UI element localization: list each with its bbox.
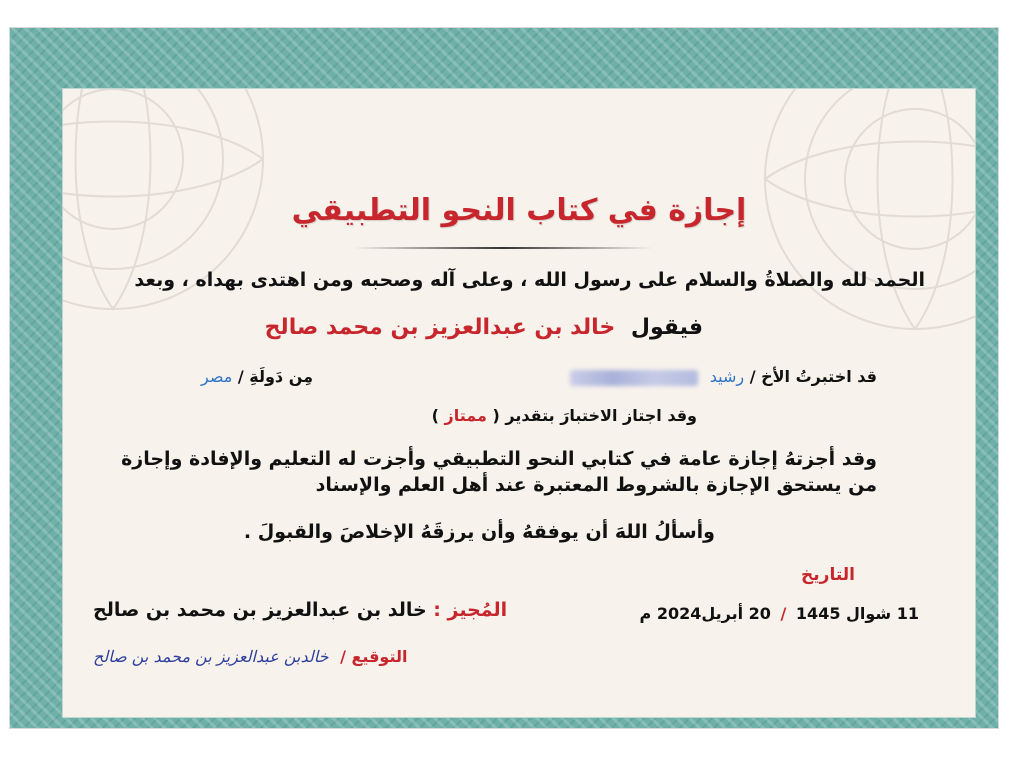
title-divider <box>353 247 653 249</box>
date-label: التاريخ <box>801 565 855 585</box>
student-line <box>570 367 877 386</box>
mujiz-name: خالد بن عبدالعزيز بن محمد بن صالح <box>93 599 427 621</box>
date-gregorian: 20 أبريل2024 م <box>639 604 771 623</box>
grade-line <box>432 406 697 425</box>
date-value <box>640 604 919 623</box>
opening-text: الحمد لله والصلاةُ والسلام على رسول الله ، وعلى آله وصحبه ومن اهتدى بهداه ، وبعد <box>134 269 925 291</box>
passed-prefix: وقد اجتاز الاختبارَ بتقدير ( <box>492 406 697 425</box>
country-prefix: مِن دَولَةِ / <box>237 367 314 386</box>
country-line <box>201 367 313 386</box>
student-first-name: رشيد <box>709 367 745 386</box>
certificate-title: إجازة في كتاب النحو التطبيقي <box>291 193 747 228</box>
date-hijri: 11 شوال 1445 <box>795 604 919 623</box>
date-separator: / <box>780 604 787 623</box>
closing-text: وأسألُ اللهَ أن يوفقهُ وأن يرزقَهُ الإخلاصَ والقبولَ . <box>243 521 715 543</box>
mujiz-label: المُجيز : <box>433 599 508 621</box>
passed-suffix: ) <box>431 406 439 425</box>
signature-label: التوقيع / <box>340 647 408 666</box>
grantor-name: خالد بن عبدالعزيز بن محمد صالح <box>264 315 616 340</box>
certificate-frame <box>10 28 998 728</box>
tested-prefix: قد اختبرتُ الأخ / <box>749 367 877 386</box>
certificate-paper <box>62 88 976 718</box>
signature-line <box>93 647 407 666</box>
student-name-blurred <box>570 370 698 386</box>
grantor-line <box>265 315 703 340</box>
country-value: مصر <box>201 367 233 386</box>
grantor-signature-line <box>93 599 507 621</box>
handwritten-signature: خالدبن عبدالعزيز بن محمد بن صالح <box>93 647 329 666</box>
grade-value: ممتاز <box>444 406 487 425</box>
says-prefix: فيقول <box>630 315 703 340</box>
permission-text: وقد أجزتهُ إجازة عامة في كتابي النحو التطبيقي وأجزت له التعليم والإفادة وإجازة من يستحق الإجازة بالشروط المعتبرة عند أهل العلم والإسناد <box>121 448 877 496</box>
